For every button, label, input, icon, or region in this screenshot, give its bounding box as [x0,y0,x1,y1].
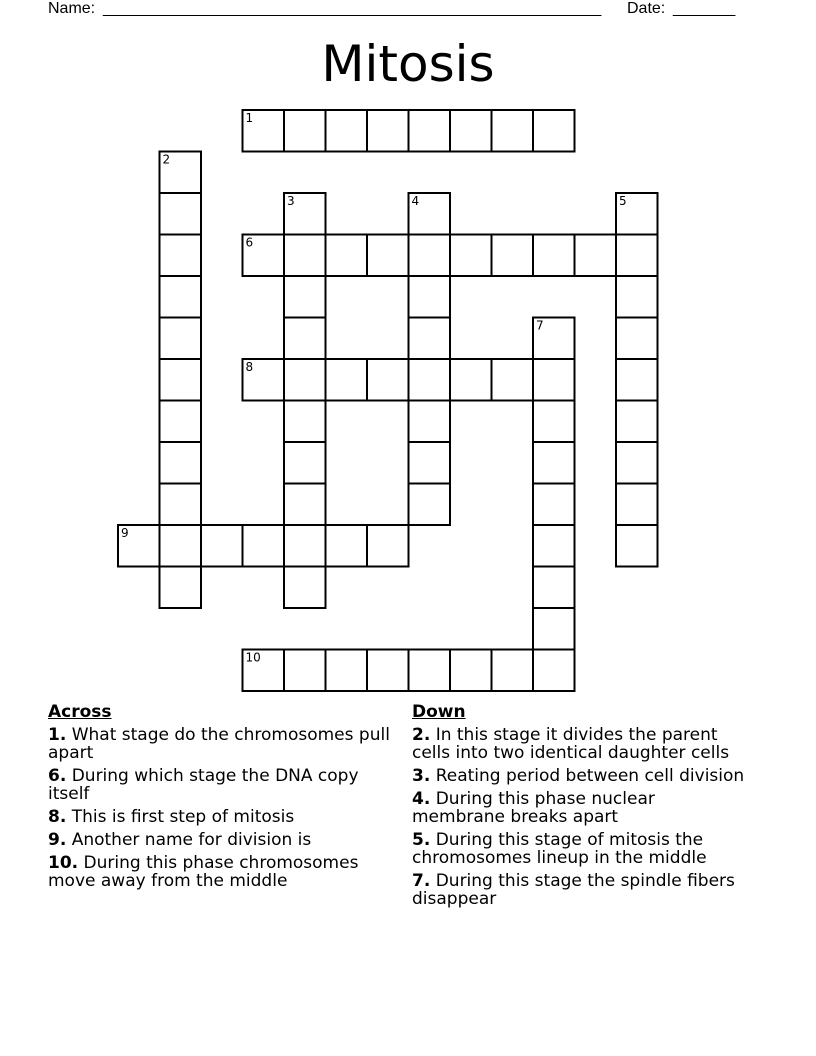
cell-number: 9 [121,526,129,540]
grid-cell[interactable] [616,359,658,401]
grid-cell[interactable] [367,110,409,152]
down-clue [412,831,752,867]
clue-text: What stage do the chromosomes pull apart [48,725,390,763]
grid-cell[interactable] [284,318,326,360]
clue-number: 4. [412,789,431,809]
down-clue [412,872,752,908]
clue-text: Reating period between cell division [435,766,745,786]
grid-cell[interactable] [492,650,534,692]
clue-text: Another name for division is [71,830,312,850]
grid-cell[interactable] [616,401,658,443]
across-clue [48,726,398,762]
grid-cell[interactable] [160,318,202,360]
grid-cell[interactable] [616,276,658,318]
cell-number: 3 [287,194,295,208]
clue-number: 8. [48,807,67,827]
date-label: Date: [627,0,666,17]
grid-cell[interactable] [284,276,326,318]
grid-cell[interactable] [616,442,658,484]
grid-cell[interactable] [160,567,202,609]
clue-text: During this phase chromosomes move away from the middle [48,853,359,891]
grid-cell[interactable] [575,235,617,277]
grid-cell[interactable] [409,442,451,484]
grid-cell[interactable] [533,525,575,567]
down-clue [412,726,752,762]
grid-cell[interactable] [409,650,451,692]
across-clue [48,854,398,890]
across-clues [48,702,398,895]
clue-number: 3. [412,766,431,786]
grid-cell[interactable] [450,359,492,401]
cell-number: 2 [162,152,171,167]
grid-cell[interactable] [326,359,368,401]
name-line[interactable]: ________________________________________________________ [103,0,602,17]
grid-cell[interactable] [409,276,451,318]
clue-number: 2. [412,725,431,745]
cell-number: 4 [411,194,420,208]
grid-cell[interactable] [284,650,326,692]
cell-number: 1 [245,111,254,125]
grid-cell[interactable] [284,401,326,443]
grid-cell[interactable] [616,235,658,277]
grid-cell[interactable] [284,359,326,401]
cell-number: 5 [619,194,627,208]
grid-cell[interactable] [284,484,326,526]
grid-cell[interactable] [243,525,285,567]
grid-cell[interactable] [533,359,575,401]
across-clue [48,808,398,826]
down-clue [412,790,752,826]
grid-cell[interactable] [409,235,451,277]
clue-number: 7. [412,871,431,891]
grid-cell[interactable] [160,193,202,235]
cell-number: 10 [245,650,261,665]
grid-cell[interactable] [367,650,409,692]
grid-cell[interactable] [326,110,368,152]
cell-number: 7 [536,318,544,333]
clue-text: During this stage of mitosis the chromosomes lineup in the middle [412,830,707,868]
grid-cell[interactable] [160,359,202,401]
cell-number: 8 [245,360,254,374]
grid-cell[interactable] [616,318,658,360]
clue-text: In this stage it divides the parent cells into two identical daughter cells [412,725,730,763]
grid-cell[interactable] [450,235,492,277]
clue-number: 10. [48,853,79,873]
grid-cell[interactable] [326,525,368,567]
clue-number: 9. [48,830,67,850]
grid-cell[interactable] [160,276,202,318]
grid-cell[interactable] [284,525,326,567]
date-line[interactable]: _______ [673,0,736,17]
grid-cell[interactable] [533,567,575,609]
grid-cell[interactable] [367,359,409,401]
grid-cell[interactable] [533,608,575,650]
grid-cell[interactable] [160,401,202,443]
grid-cell[interactable] [450,650,492,692]
grid-cell[interactable] [160,442,202,484]
grid-cell[interactable] [367,235,409,277]
across-heading: Across [48,702,112,722]
across-clue [48,767,398,803]
grid-cell[interactable] [326,235,368,277]
grid-cell[interactable] [409,359,451,401]
down-clue [412,767,752,785]
grid-cell[interactable] [616,525,658,567]
grid-cell[interactable] [533,401,575,443]
grid-cell[interactable] [201,525,243,567]
grid-cell[interactable] [409,318,451,360]
grid-cell[interactable] [533,442,575,484]
grid-cell[interactable] [284,235,326,277]
grid-cell[interactable] [533,650,575,692]
name-label: Name: [48,0,96,17]
clue-number: 6. [48,766,67,786]
page-title: Mitosis [321,35,495,93]
clue-number: 1. [48,725,67,745]
grid-cell[interactable] [326,650,368,692]
grid-cell[interactable] [409,484,451,526]
grid-cell[interactable] [284,110,326,152]
clue-text: During this phase nuclear membrane breaks apart [412,789,655,827]
down-heading: Down [412,702,466,722]
grid-cell[interactable] [450,110,492,152]
clue-text: During which stage the DNA copy itself [48,766,359,804]
grid-cell[interactable] [160,525,202,567]
grid-cell[interactable] [533,484,575,526]
down-clues [412,702,752,913]
grid-cell[interactable] [367,525,409,567]
grid-cell[interactable] [492,235,534,277]
grid-cell[interactable] [409,401,451,443]
grid-cell[interactable] [160,235,202,277]
grid-cell[interactable] [284,567,326,609]
grid-cell[interactable] [160,484,202,526]
grid-cell[interactable] [616,484,658,526]
cell-number: 6 [245,235,254,250]
across-clue [48,831,398,849]
clue-number: 5. [412,830,431,850]
grid-cell[interactable] [492,110,534,152]
grid-cell[interactable] [492,359,534,401]
grid-cell[interactable] [533,235,575,277]
clue-text: During this stage the spindle fibers disappear [412,871,735,909]
grid-cell[interactable] [533,110,575,152]
grid-cell[interactable] [409,110,451,152]
clue-text: This is first step of mitosis [71,807,295,827]
grid-cell[interactable] [284,442,326,484]
